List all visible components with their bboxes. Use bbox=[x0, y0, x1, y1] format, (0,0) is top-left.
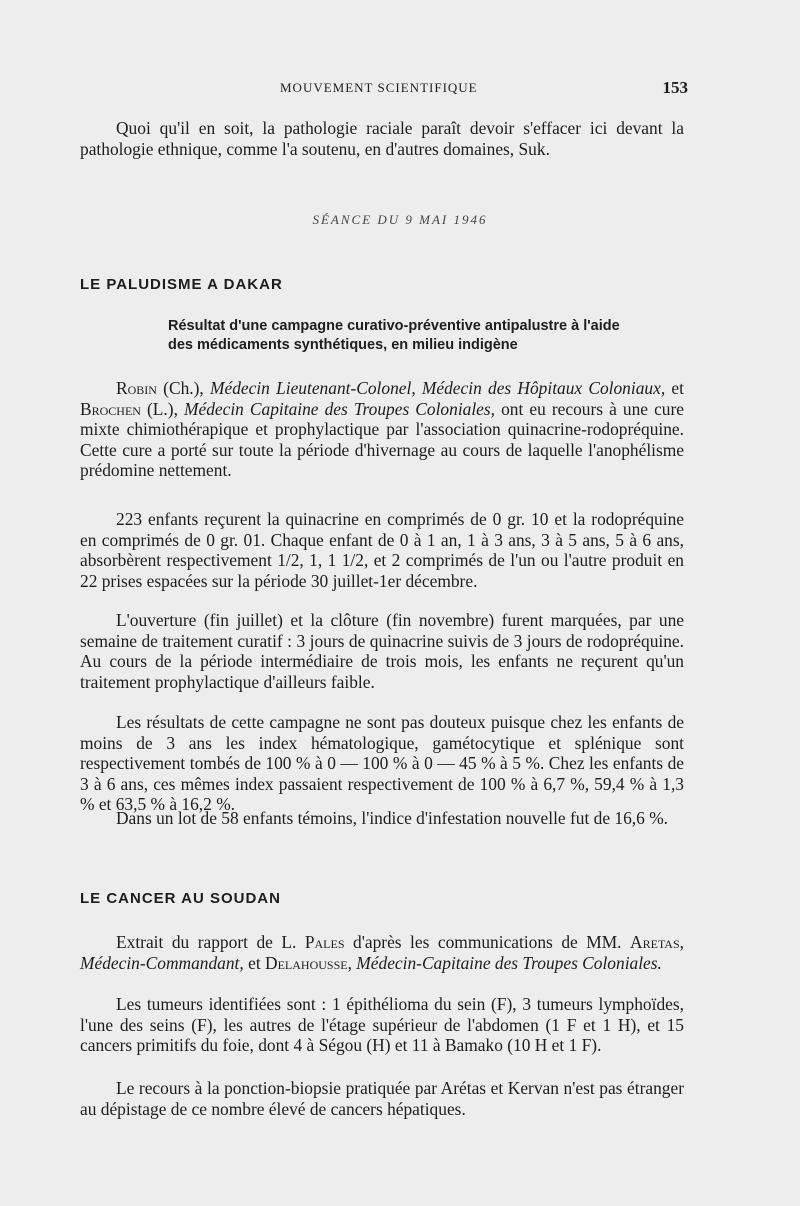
paludisme-paragraph: Dans un lot de 58 enfants témoins, l'indice d'infestation nouvelle fut de 16,6 %. bbox=[116, 808, 669, 828]
author-name: Delahousse, bbox=[265, 952, 352, 973]
section-heading-paludisme: LE PALUDISME A DAKAR bbox=[80, 276, 283, 293]
page-header bbox=[80, 78, 692, 102]
paragraph-text: ont eu recours à une cure mixte chimiothérapique et prophylactique par l'association quinacrine-rodopréquine. Cette cure a porté sur toute la période d'hivernage au cours de laquelle l'anophélisme prédomine nettement. bbox=[80, 398, 685, 481]
paragraph-text: d'après les communications de MM. bbox=[353, 932, 622, 952]
page-number: 153 bbox=[662, 78, 688, 97]
session-title: SÉANCE DU 9 MAI 1946 bbox=[312, 212, 488, 227]
author-name: Pales bbox=[304, 932, 345, 952]
author-initial: (Ch.), bbox=[163, 378, 204, 398]
paludisme-paragraph-authors bbox=[80, 378, 684, 481]
conjunction: et bbox=[248, 952, 261, 973]
author-name: Aretas, bbox=[630, 932, 684, 952]
author-initial: (L.), bbox=[147, 398, 178, 419]
author-name: Brochen bbox=[80, 398, 141, 419]
author-title: Médecin Lieutenant-Colonel, Médecin des Hôpitaux Coloniaux, bbox=[209, 378, 666, 398]
section-subheading-paludisme: Résultat d'une campagne curativo-préventive antipalustre à l'aide des médicaments synthétiques, en milieu indigène bbox=[168, 318, 620, 353]
author-title: Médecin Capitaine des Troupes Coloniales, bbox=[184, 398, 496, 419]
conjunction: et bbox=[671, 378, 684, 398]
author-name: Robin bbox=[116, 378, 157, 398]
section-heading-cancer: LE CANCER AU SOUDAN bbox=[80, 890, 281, 907]
intro-paragraph: Quoi qu'il en soit, la pathologie raciale paraît devoir s'effacer ici devant la pathologie ethnique, comme l'a soutenu, en d'autres domaines, Suk. bbox=[80, 118, 684, 159]
author-title: Médecin-Commandant, bbox=[80, 952, 244, 973]
cancer-paragraph: Les tumeurs identifiées sont : 1 épithélioma du sein (F), 3 tumeurs lymphoïdes, l'une des seins (F), les autres de l'étage supérieur de l'abdomen (1 F et 1 H), et 15 cancers primitifs du foie, dont 4 à Ségou (H) et 11 à Bamako (10 H et 1 F). bbox=[80, 994, 684, 1056]
cancer-paragraph-intro bbox=[80, 932, 684, 973]
paragraph-text: Extrait du rapport de L. bbox=[116, 932, 297, 952]
paludisme-paragraph: 223 enfants reçurent la quinacrine en comprimés de 0 gr. 10 et la rodopréquine en comprimés de 0 gr. 01. Chaque enfant de 0 à 1 an, 1 à 3 ans, 3 à 5 ans, 5 à 6 ans, absorbèrent respectivement 1/2, 1, 1 1/2, et 2 comprimés de l'un ou l'autre produit en 22 prises espacées sur la période 30 juillet-1er décembre. bbox=[80, 509, 684, 591]
author-title: Médecin-Capitaine des Troupes Coloniales. bbox=[356, 952, 662, 973]
paludisme-paragraph: L'ouverture (fin juillet) et la clôture (fin novembre) furent marquées, par une semaine de traitement curatif : 3 jours de quinacrine suivis de 3 jours de rodopréquine. Au cours de la période intermédiaire de trois mois, les enfants ne reçurent qu'un traitement prophylactique d'ailleurs faible. bbox=[80, 610, 684, 692]
paludisme-paragraph: Les résultats de cette campagne ne sont pas douteux puisque chez les enfants de moins de 3 ans les index hématologique, gamétocytique et splénique sont respectivement tombés de 100 % à 0 — 100 % à 0 — 45 % à 5 %. Chez les enfants de 3 à 6 ans, ces mêmes index passaient respectivement de 100 % à 6,7 %, 59,4 % à 1,3 % et 63,5 % à 16,2 %. bbox=[80, 712, 684, 815]
running-title: MOUVEMENT SCIENTIFIQUE bbox=[280, 80, 478, 95]
cancer-paragraph: Le recours à la ponction-biopsie pratiquée par Arétas et Kervan n'est pas étranger au dépistage de ce nombre élevé de cancers hépatiques. bbox=[80, 1078, 684, 1119]
